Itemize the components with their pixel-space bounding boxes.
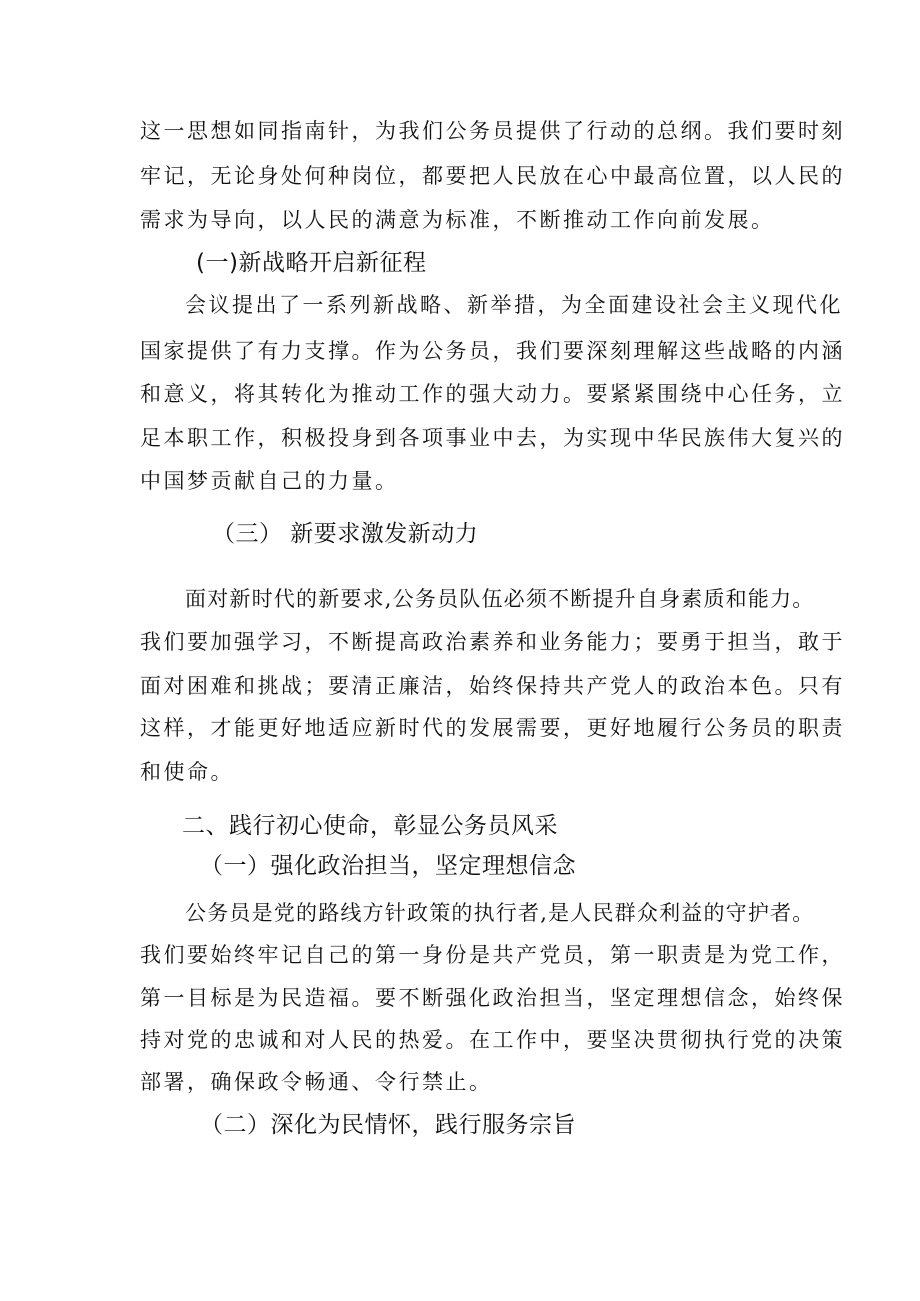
part-heading: 二、践行初心使命，彰显公务员风采: [182, 813, 558, 839]
paragraph-line: 国家提供了有力支撑。作为公务员，我们要深刻理解这些战略的内涵: [140, 339, 845, 363]
section-heading: (一)新战略开启新征程: [196, 250, 427, 276]
paragraph-line: 足本职工作，积极投身到各项事业中去，为实现中华民族伟大复兴的: [140, 426, 845, 450]
paragraph-line: 和意义，将其转化为推动工作的强大动力。要紧紧围绕中心任务，立: [140, 382, 845, 406]
paragraph-line: 这样，才能更好地适应新时代的发展需要，更好地履行公务员的职责: [140, 716, 845, 740]
paragraph-line: 公务员是党的路线方针政策的执行者,是人民群众利益的守护者。: [185, 901, 815, 925]
paragraph-line: 会议提出了一系列新战略、新举措，为全面建设社会主义现代化: [185, 293, 843, 317]
paragraph-line: 这一思想如同指南针，为我们公务员提供了行动的总纲。我们要时刻: [140, 119, 845, 143]
paragraph-line: 我们要始终牢记自己的第一身份是共产党员，第一职责是为党工作，: [140, 943, 845, 967]
paragraph-line: 牢记，无论身处何种岗位，都要把人民放在心中最高位置，以人民的: [140, 164, 845, 188]
paragraph-line: 面对困难和挑战；要清正廉洁，始终保持共产党人的政治本色。只有: [140, 674, 845, 698]
section-heading: （一）强化政治担当，坚定理想信念: [200, 853, 576, 879]
paragraph-line: 持对党的忠诚和对人民的热爱。在工作中，要坚决贯彻执行党的决策: [140, 1028, 845, 1052]
section-heading: （二）深化为民情怀，践行服务宗旨: [200, 1112, 576, 1138]
paragraph-line: 面对新时代的新要求,公务员队伍必须不断提升自身素质和能力。: [185, 587, 815, 611]
paragraph-line: 我们要加强学习，不断提高政治素养和业务能力；要勇于担当，敢于: [140, 630, 845, 654]
paragraph-line: 需求为导向，以人民的满意为标准，不断推动工作向前发展。: [140, 208, 775, 232]
paragraph-line: 和使命。: [140, 760, 234, 784]
paragraph-line: 中国梦贡献自己的力量。: [140, 469, 399, 493]
section-heading: （三） 新要求激发新动力: [212, 521, 479, 547]
paragraph-line: 部署，确保政令畅通、令行禁止。: [140, 1070, 493, 1094]
paragraph-line: 第一目标是为民造福。要不断强化政治担当，坚定理想信念，始终保: [140, 986, 845, 1010]
